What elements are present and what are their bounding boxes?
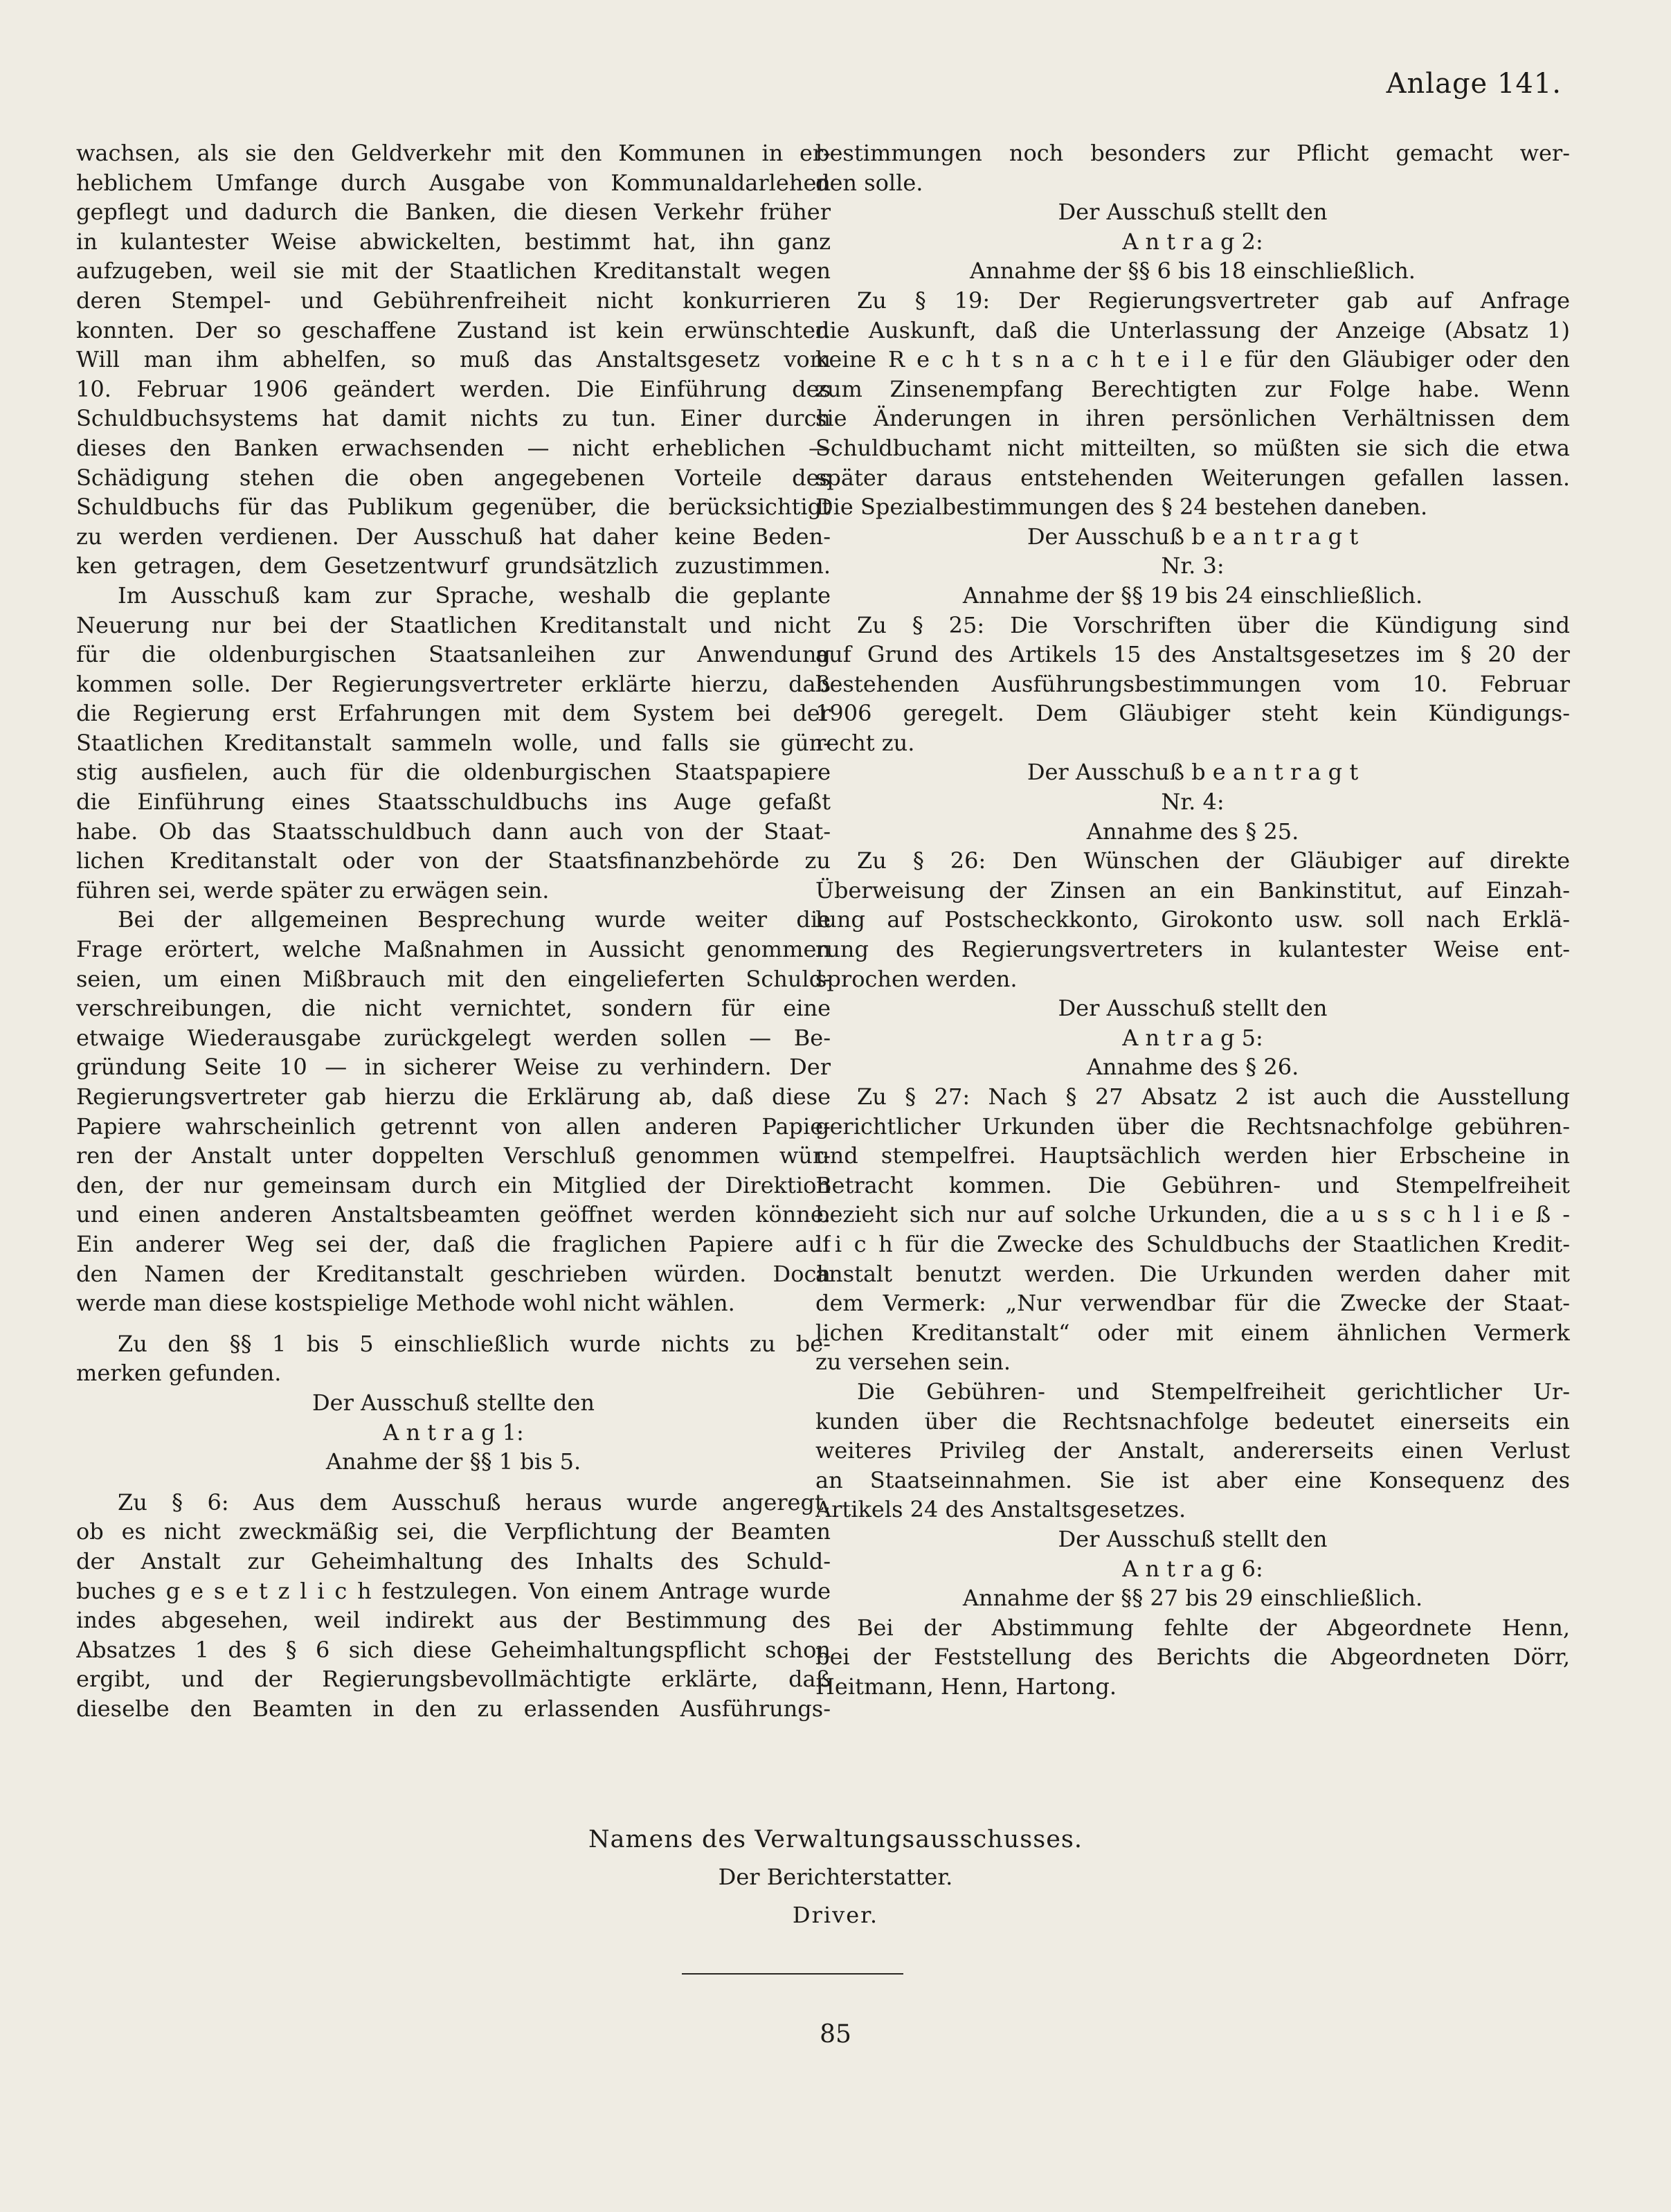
text-line: Annahme der §§ 27 bis 29 einschließlich. [962, 1585, 1423, 1612]
rapporteur-name: Driver. [792, 1902, 879, 1928]
text-line: indes abgesehen, weil indirekt aus der Bestimmung des [76, 1607, 831, 1634]
left-column [76, 138, 831, 1723]
text-line: Betracht kommen. Die Gebühren- und Stempelfreiheit [815, 1171, 1570, 1198]
text-line: werde man diese kostspielige Methode wohl nicht wählen. [76, 1290, 735, 1317]
text-line: Überweisung der Zinsen an ein Bankinstitut, auf Einzah- [815, 876, 1570, 903]
text-line: Bei der allgemeinen Besprechung wurde weiter die [118, 906, 831, 933]
text-line: Ein anderer Weg sei der, daß die fraglichen Papiere auf [76, 1230, 831, 1257]
text-line: buches g e s e t z l i c h festzulegen. Von einem Antrage wurde [76, 1577, 831, 1604]
text-line: Annahme der §§ 19 bis 24 einschließlich. [962, 582, 1423, 609]
text-line: in kulantester Weise abwickelten, bestimmt hat, ihn ganz [76, 228, 831, 255]
text-line: rung des Regierungsvertreters in kulantester Weise ent- [815, 936, 1570, 963]
text-line: Schädigung stehen die oben angegebenen Vorteile des [76, 464, 831, 491]
text-line: Artikels 24 des Anstaltsgesetzes. [815, 1496, 1186, 1523]
committee-name: Namens des Verwaltungsausschusses. [588, 1826, 1083, 1853]
text-line: deren Stempel- und Gebührenfreiheit nicht konkurrieren [76, 287, 831, 314]
text-line: Bei der Abstimmung fehlte der Abgeordnete Henn, [857, 1614, 1570, 1641]
text-line: etwaige Wiederausgabe zurückgelegt werden sollen — Be- [76, 1024, 831, 1051]
text-line: Der Ausschuß stellte den [312, 1389, 595, 1416]
text-line: anstalt benutzt werden. Die Urkunden werden daher mit [815, 1260, 1570, 1287]
text-line: bestimmungen noch besonders zur Pflicht gemacht wer- [815, 140, 1570, 166]
text-line: l i c h für die Zwecke des Schuldbuchs der Staatlichen Kredit- [815, 1230, 1570, 1257]
text-line: Im Ausschuß kam zur Sprache, weshalb die geplante [118, 582, 831, 609]
text-line: bei der Feststellung des Berichts die Abgeordneten Dörr, [815, 1644, 1570, 1671]
text-line: Die Spezialbestimmungen des § 24 bestehen daneben. [815, 494, 1428, 521]
text-line: die Auskunft, daß die Unterlassung der Anzeige (Absatz 1) [815, 316, 1570, 343]
text-line: Schuldbuchsystems hat damit nichts zu tun. Einer durch [76, 405, 831, 432]
text-line: Der Ausschuß stellt den [1058, 199, 1328, 226]
text-line: Will man ihm abhelfen, so muß das Anstaltsgesetz vom [76, 346, 831, 373]
text-line: A n t r a g 2: [1122, 228, 1263, 255]
text-line: die Regierung erst Erfahrungen mit dem System bei der [76, 700, 831, 727]
text-line: Schuldbuchamt nicht mitteilten, so müßten sie sich die etwa [815, 434, 1570, 461]
text-line: keine R e c h t s n a c h t e i l e für den Gläubiger oder den [815, 346, 1570, 373]
text-line: dieses den Banken erwachsenden — nicht erheblichen — [76, 434, 831, 461]
text-line: und einen anderen Anstaltsbeamten geöffnet werden könne. [76, 1201, 831, 1228]
text-line: zu werden verdienen. Der Ausschuß hat daher keine Beden- [76, 523, 831, 550]
text-line: lichen Kreditanstalt oder von der Staatsfinanzbehörde zu [76, 847, 831, 874]
text-line: Annahme des § 25. [1086, 818, 1299, 845]
text-line: wachsen, als sie den Geldverkehr mit den Kommunen in er- [76, 140, 831, 166]
rapporteur-title: Der Berichterstatter. [718, 1864, 953, 1890]
text-line: gründung Seite 10 — in sicherer Weise zu verhindern. Der [76, 1054, 831, 1081]
text-line: heblichem Umfange durch Ausgabe von Kommunaldarlehen [76, 169, 831, 196]
text-line: Zu § 19: Der Regierungsvertreter gab auf Anfrage [857, 287, 1570, 314]
text-line: Annahme des § 26. [1086, 1054, 1299, 1081]
text-line: gerichtlicher Urkunden über die Rechtsnachfolge gebühren- [815, 1113, 1570, 1140]
text-line: Annahme der §§ 6 bis 18 einschließlich. [970, 258, 1416, 285]
text-line: dieselbe den Beamten in den zu erlassenden Ausführungs- [76, 1695, 831, 1722]
text-line: später daraus entstehenden Weiterungen gefallen lassen. [815, 464, 1570, 491]
text-line: an Staatseinnahmen. Sie ist aber eine Konsequenz des [815, 1466, 1570, 1493]
text-line: konnten. Der so geschaffene Zustand ist kein erwünschter. [76, 316, 831, 343]
text-line: führen sei, werde später zu erwägen sein. [76, 876, 550, 903]
text-line: dem Vermerk: „Nur verwendbar für die Zwecke der Staat- [815, 1290, 1570, 1317]
text-line: für die oldenburgischen Staatsanleihen zur Anwendung [76, 641, 831, 668]
text-line: A n t r a g 6: [1122, 1555, 1263, 1582]
text-line: verschreibungen, die nicht vernichtet, sondern für eine [76, 995, 831, 1022]
text-line: Zu § 6: Aus dem Ausschuß heraus wurde angeregt, [118, 1489, 831, 1516]
text-line: 10. Februar 1906 geändert werden. Die Einführung des [76, 375, 831, 402]
text-line: ergibt, und der Regierungsbevollmächtigte erklärte, daß [76, 1666, 831, 1693]
text-line: seien, um einen Mißbrauch mit den eingelieferten Schuld- [76, 965, 831, 992]
text-line: Schuldbuchs für das Publikum gegenüber, die berücksichtigt [76, 494, 831, 521]
text-line: Anahme der §§ 1 bis 5. [325, 1448, 581, 1475]
text-line: Der Ausschuß stellt den [1058, 995, 1328, 1022]
text-line: Nr. 4: [1161, 789, 1225, 816]
text-line: Zu den §§ 1 bis 5 einschließlich wurde nichts zu be- [118, 1330, 831, 1357]
text-line: Heitmann, Henn, Hartong. [815, 1673, 1117, 1700]
text-line: Neuerung nur bei der Staatlichen Kreditanstalt und nicht [76, 611, 831, 638]
separator-rule [682, 1973, 903, 1975]
text-line: auf Grund des Artikels 15 des Anstaltsgesetzes im § 20 der [815, 641, 1570, 668]
text-line: A n t r a g 1: [383, 1419, 524, 1446]
text-line: stig ausfielen, auch für die oldenburgischen Staatspapiere [76, 759, 831, 786]
right-column [815, 138, 1570, 1701]
text-line: Zu § 27: Nach § 27 Absatz 2 ist auch die Ausstellung [857, 1083, 1570, 1110]
text-line: den Namen der Kreditanstalt geschrieben würden. Doch [76, 1260, 831, 1287]
text-line: merken gefunden. [76, 1360, 282, 1387]
text-line: Der Ausschuß b e a n t r a g t [1027, 523, 1359, 550]
text-line: Frage erörtert, welche Maßnahmen in Aussicht genommen [76, 936, 831, 963]
text-line: Nr. 3: [1161, 552, 1225, 579]
text-line: Zu § 26: Den Wünschen der Gläubiger auf direkte [857, 847, 1570, 874]
text-line: Papiere wahrscheinlich getrennt von allen anderen Papie- [76, 1113, 831, 1140]
text-line: habe. Ob das Staatsschuldbuch dann auch von der Staat- [76, 818, 831, 845]
text-line: die Einführung eines Staatsschuldbuchs ins Auge gefaßt [76, 789, 831, 816]
text-line: zum Zinsenempfang Berechtigten zur Folge habe. Wenn [815, 375, 1570, 402]
text-line: ren der Anstalt unter doppelten Verschluß genommen wür- [76, 1142, 831, 1169]
text-line: aufzugeben, weil sie mit der Staatlichen Kreditanstalt wegen [76, 258, 831, 285]
text-line: ken getragen, dem Gesetzentwurf grundsätzlich zuzustimmen. [76, 552, 831, 579]
text-line: den solle. [815, 169, 923, 196]
text-line: weiteres Privileg der Anstalt, andererseits einen Verlust [815, 1437, 1570, 1464]
text-line: zu versehen sein. [815, 1349, 1011, 1376]
text-line: Der Ausschuß stellt den [1058, 1525, 1328, 1552]
text-line: Die Gebühren- und Stempelfreiheit gerichtlicher Ur- [857, 1378, 1570, 1405]
text-line: Staatlichen Kreditanstalt sammeln wolle, und falls sie gün- [76, 729, 831, 756]
page-number: 85 [820, 2020, 851, 2049]
text-line: 1906 geregelt. Dem Gläubiger steht kein Kündigungs- [815, 700, 1570, 727]
text-line: A n t r a g 5: [1122, 1024, 1263, 1051]
text-line: kommen solle. Der Regierungsvertreter erklärte hierzu, daß [76, 670, 831, 697]
text-line: den, der nur gemeinsam durch ein Mitglied der Direktion [76, 1171, 831, 1198]
text-line: ob es nicht zweckmäßig sei, die Verpflichtung der Beamten [76, 1518, 831, 1545]
text-line: lichen Kreditanstalt“ oder mit einem ähnlichen Vermerk [815, 1319, 1570, 1346]
signature-block [0, 1822, 1671, 1933]
text-line: Regierungsvertreter gab hierzu die Erklärung ab, daß diese [76, 1083, 831, 1110]
text-line: der Anstalt zur Geheimhaltung des Inhalts des Schuld- [76, 1547, 831, 1574]
text-line: Absatzes 1 des § 6 sich diese Geheimhaltungspflicht schon [76, 1636, 831, 1663]
text-line: kunden über die Rechtsnachfolge bedeutet einerseits ein [815, 1408, 1570, 1435]
text-line: lung auf Postscheckkonto, Girokonto usw. soll nach Erklä- [815, 906, 1570, 933]
text-line: gepflegt und dadurch die Banken, die diesen Verkehr früher [76, 199, 831, 226]
text-line: bezieht sich nur auf solche Urkunden, die a u s s c h l i e ß - [815, 1201, 1570, 1228]
text-line: sie Änderungen in ihren persönlichen Verhältnissen dem [815, 405, 1570, 432]
text-line: sprochen werden. [815, 965, 1018, 992]
text-line: Zu § 25: Die Vorschriften über die Kündigung sind [857, 611, 1570, 638]
text-line: Der Ausschuß b e a n t r a g t [1027, 759, 1359, 786]
text-line: und stempelfrei. Hauptsächlich werden hier Erbscheine in [815, 1142, 1570, 1169]
text-line: recht zu. [815, 729, 915, 756]
text-line: bestehenden Ausführungsbestimmungen vom 10. Februar [815, 670, 1570, 697]
annex-label: Anlage 141. [1386, 68, 1562, 100]
